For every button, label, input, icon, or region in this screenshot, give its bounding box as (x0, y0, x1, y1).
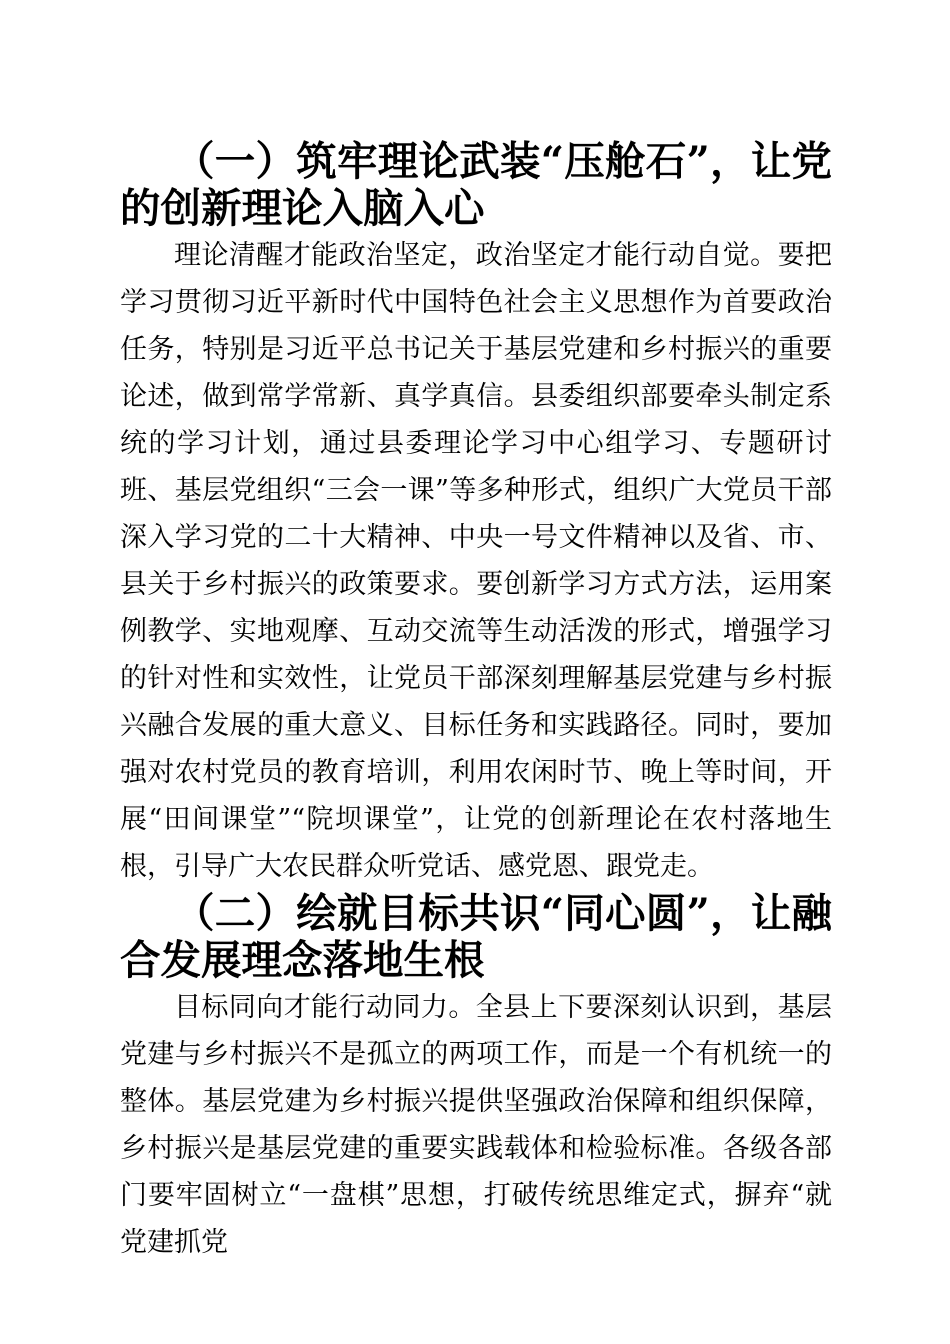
section-1-heading: （一）筑牢理论武装“压舱石”，让党的创新理论入脑入心 (120, 137, 832, 232)
section-2-paragraph: 目标同向才能行动同力。全县上下要深刻认识到，基层党建与乡村振兴不是孤立的两项工作，而是一个有机统一的整体。基层党建为乡村振兴提供坚强政治保障和组织保障，乡村振兴是基层党建的重要实践载体和检验标准。各级各部门要牢固树立“一盘棋”思想，打破传统思维定式，摒弃“就党建抓党 (120, 992, 832, 1258)
section-1-paragraph: 理论清醒才能政治坚定，政治坚定才能行动自觉。要把学习贯彻习近平新时代中国特色社会主义思想作为首要政治任务，特别是习近平总书记关于基层党建和乡村振兴的重要论述，做到常学常新、真学真信。县委组织部要牵头制定系统的学习计划，通过县委理论学习中心组学习、专题研讨班、基层党组织“三会一课”等多种形式，组织广大党员干部深入学习党的二十大精神、中央一号文件精神以及省、市、县关于乡村振兴的政策要求。要创新学习方式方法，运用案例教学、实地观摩、互动交流等生动活泼的形式，增强学习的针对性和实效性，让党员干部深刻理解基层党建与乡村振兴融合发展的重大意义、目标任务和实践路径。同时，要加强对农村党员的教育培训，利用农闲时节、晚上等时间，开展“田间课堂”“院坝课堂”，让党的创新理论在农村落地生根，引导广大农民群众听党话、感党恩、跟党走。 (120, 240, 832, 882)
document-page (120, 138, 832, 1266)
section-2-heading: （二）绘就目标共识“同心圆”，让融合发展理念落地生根 (120, 889, 832, 984)
